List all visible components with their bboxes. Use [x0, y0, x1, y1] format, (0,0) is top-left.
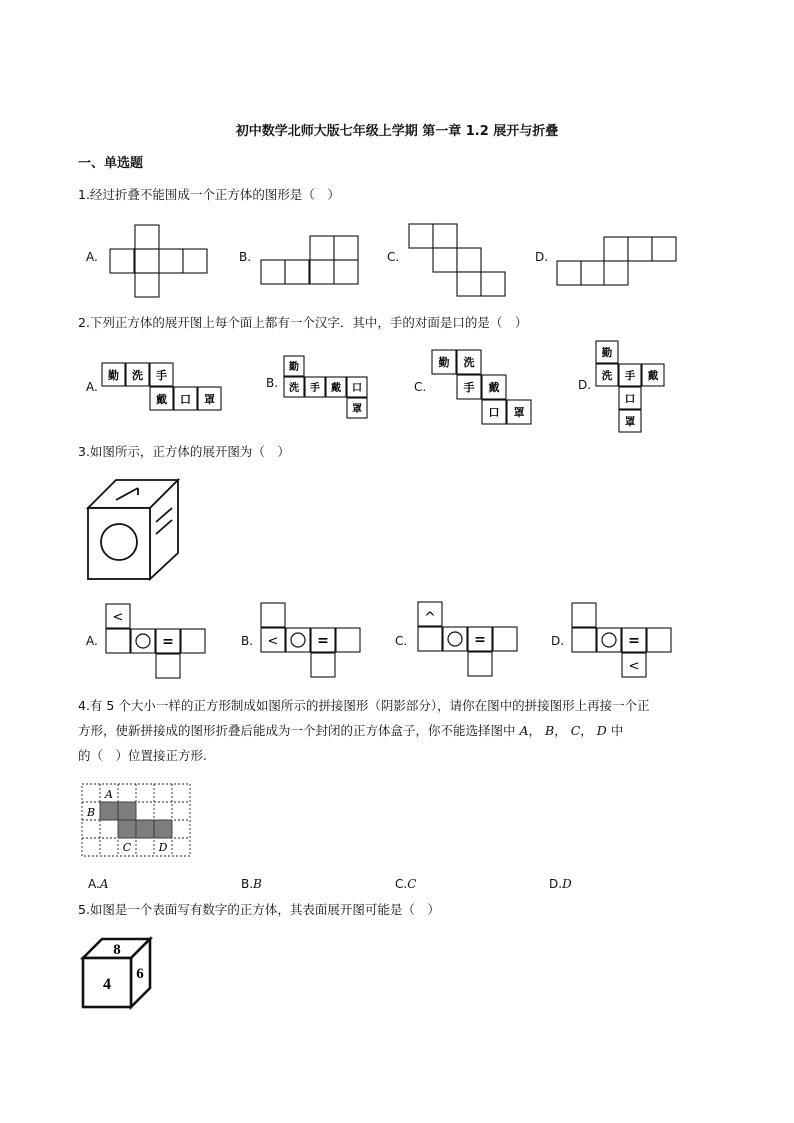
q4-letter-d: D: [596, 723, 607, 738]
char-xi: 洗: [601, 370, 613, 382]
char-kou: 口: [624, 393, 636, 405]
less-than-symbol: <: [112, 610, 124, 625]
q1-option-c-net: [409, 224, 509, 299]
q2-option-c-net: [432, 350, 537, 425]
q2-option-b-label[interactable]: B.: [266, 376, 279, 390]
char-shou: 手: [310, 383, 320, 394]
char-kou: 口: [180, 393, 191, 406]
char-xi: 洗: [463, 356, 475, 369]
equal-symbol: =: [162, 634, 174, 650]
q1-option-b-label[interactable]: B.: [239, 250, 252, 264]
grid-letter-d: D: [158, 841, 168, 854]
section-heading: 一、单选题: [78, 156, 144, 171]
char-qin: 勤: [108, 369, 119, 382]
char-xi: 洗: [289, 383, 299, 394]
q1-option-b-net: [261, 236, 361, 286]
q3-option-a-net: [106, 604, 211, 684]
q1-option-a-label[interactable]: A.: [86, 250, 98, 264]
q4-line-2-end: 中: [610, 723, 624, 738]
q2-option-a-net: [102, 363, 222, 413]
char-dai: 戴: [156, 393, 167, 406]
less-than-symbol: <: [267, 634, 279, 649]
q3-cube-figure: [86, 478, 186, 583]
equal-symbol: =: [474, 632, 486, 648]
question-2-text: 2.下列正方体的展开图上每个面上都有一个汉字．其中，手的对面是口的是（ ）: [78, 315, 528, 330]
grid-letter-a: A: [105, 788, 113, 801]
q2-option-d-label[interactable]: D.: [578, 378, 592, 392]
q4-option-a[interactable]: A.A: [88, 877, 109, 891]
less-than-symbol: <: [628, 659, 640, 674]
char-zhao: 罩: [624, 416, 636, 428]
char-qin: 勤: [601, 347, 613, 359]
q2-option-a-label[interactable]: A.: [86, 380, 98, 394]
char-dai: 戴: [488, 381, 500, 394]
q1-option-d-label[interactable]: D.: [535, 250, 549, 264]
question-4-line-1: 4.有 5 个大小一样的正方形制成如图所示的拼接图形（阴影部分），请你在图中的拼接图形上再接一个正: [78, 698, 650, 713]
q4-option-b[interactable]: B.B: [241, 877, 262, 891]
q3-option-c-net: [418, 602, 523, 682]
char-kou: 口: [488, 406, 500, 419]
q1-option-c-label[interactable]: C.: [387, 250, 400, 264]
char-qin: 勤: [438, 356, 450, 369]
char-zhao: 罩: [204, 393, 215, 406]
q4-option-c[interactable]: C.C: [395, 877, 417, 891]
char-xi: 洗: [132, 369, 143, 382]
q5-number-cube: [80, 936, 155, 1011]
char-dai: 戴: [647, 370, 659, 382]
q1-option-a-net: [110, 225, 210, 300]
char-zhao: 罩: [513, 406, 525, 419]
equal-symbol: =: [317, 633, 329, 649]
char-shou: 手: [463, 381, 475, 394]
q4-line-2-text: 方形，使新拼接成的图形折叠后能成为一个封闭的正方体盒子，你不能选择图中: [78, 723, 516, 738]
cube-number-right: 6: [136, 966, 144, 982]
question-3-text: 3.如图所示，正方体的展开图为（ ）: [78, 444, 290, 459]
cube-number-front: 4: [103, 976, 111, 993]
q3-option-b-label[interactable]: B.: [241, 634, 254, 648]
char-zhao: 罩: [352, 404, 362, 415]
char-shou: 手: [624, 370, 636, 382]
q4-letter-a: A: [519, 723, 529, 738]
char-kou: 口: [352, 383, 362, 394]
q1-option-d-net: [557, 237, 682, 287]
question-1-text: 1.经过折叠不能围成一个正方体的图形是（ ）: [78, 187, 340, 202]
q4-option-d[interactable]: D.D: [549, 877, 572, 891]
q3-option-b-net: [261, 603, 366, 683]
page-title: 初中数学北师大版七年级上学期 第一章 1.2 展开与折叠: [235, 124, 559, 139]
question-5-text: 5.如图是一个表面写有数字的正方体，其表面展开图可能是（ ）: [78, 902, 440, 917]
q4-grid-figure: [82, 784, 194, 859]
q3-option-c-label[interactable]: C.: [395, 634, 408, 648]
equal-symbol: =: [628, 633, 640, 649]
grid-letter-b: B: [86, 806, 96, 819]
cube-number-top: 8: [113, 942, 121, 958]
q2-option-d-net: [596, 341, 671, 436]
q2-option-c-label[interactable]: C.: [414, 380, 427, 394]
question-4-line-2: 方形，使新拼接成的图形折叠后能成为一个封闭的正方体盒子，你不能选择图中 A， B， C， D 中: [78, 723, 624, 738]
q4-letter-b: B: [545, 723, 555, 738]
q3-option-d-label[interactable]: D.: [551, 634, 565, 648]
char-qin: 勤: [289, 362, 299, 373]
q3-option-a-label[interactable]: A.: [86, 634, 98, 648]
char-shou: 手: [156, 369, 167, 382]
caret-symbol: ^: [424, 610, 436, 626]
q4-letter-c: C: [570, 723, 581, 738]
q3-option-d-net: [572, 603, 677, 683]
question-4-line-3: 的（ ）位置接正方形.: [78, 748, 207, 763]
grid-letter-c: C: [122, 841, 132, 854]
char-dai: 戴: [331, 383, 341, 394]
q2-option-b-net: [284, 356, 374, 426]
